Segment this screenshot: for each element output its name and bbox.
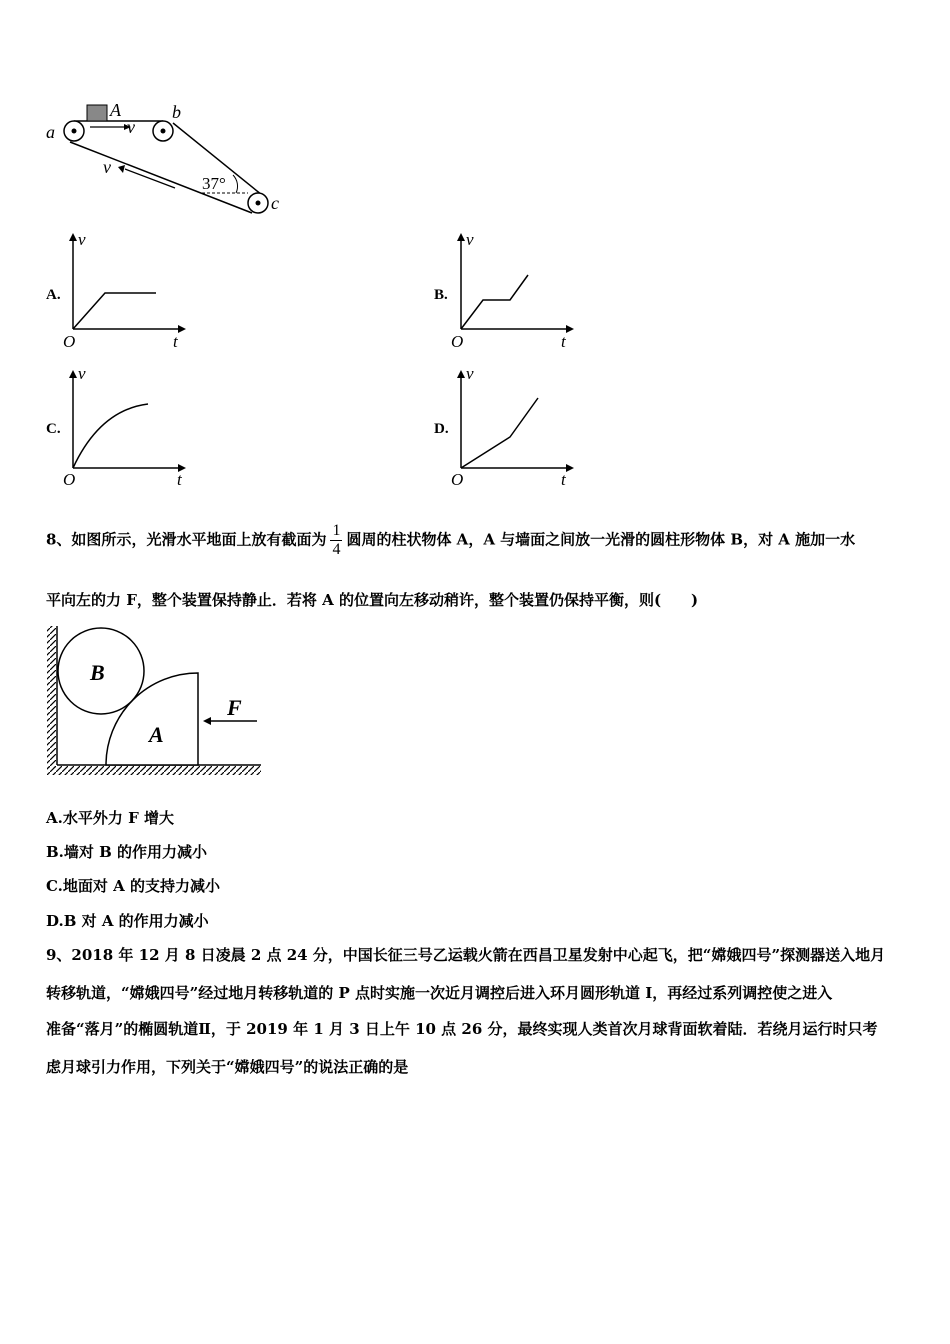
- q9-line-2: 转移轨道，“嫦娥四号”经过地月转移轨道的 P 点时实施一次近月调控后进入环月圆形轨道 I，再经过系列调控使之进入: [46, 984, 833, 1002]
- y-axis-label: v: [466, 230, 474, 249]
- graph-b: [448, 228, 588, 353]
- x-axis-label: t: [173, 332, 178, 351]
- q8-text-post: 圆周的柱状物体 A，A 与墙面之间放一光滑的圆柱形物体 B，对 A 施加一水: [346, 530, 856, 549]
- graph-option-c: C.: [46, 421, 61, 437]
- quarter-fraction: [330, 522, 342, 559]
- label-v-bottom: v: [103, 157, 111, 177]
- q9-line-4: 虑月球引力作用，下列关于“嫦娥四号”的说法正确的是: [46, 1058, 409, 1076]
- label-angle: 37°: [202, 174, 226, 193]
- label-F: F: [227, 695, 242, 720]
- fraction-numerator: 1: [332, 522, 341, 539]
- label-v-top: v: [127, 117, 135, 137]
- q8-option-c: C.地面对 A 的支持力减小: [46, 877, 220, 895]
- y-axis-label: v: [466, 365, 474, 383]
- q8-line-1: [46, 522, 855, 559]
- x-axis-label: t: [561, 470, 566, 489]
- label-block-A: A: [110, 100, 121, 120]
- origin-label: O: [63, 332, 76, 351]
- wall-cylinder-figure: [44, 622, 269, 782]
- label-b: b: [172, 102, 181, 122]
- x-axis-label: t: [177, 470, 182, 489]
- origin-label: O: [451, 470, 464, 489]
- q8-option-a: A.水平外力 F 增大: [46, 809, 174, 827]
- y-axis-label: v: [78, 230, 86, 249]
- conveyor-figure: [40, 95, 300, 220]
- q8-option-d: D.B 对 A 的作用力减小: [46, 912, 209, 930]
- y-axis-label: v: [78, 365, 86, 383]
- q8-option-b: B.墙对 B 的作用力减小: [46, 843, 208, 861]
- label-a: a: [46, 122, 55, 142]
- graph-d: [448, 365, 588, 490]
- graph-option-d: D.: [434, 421, 449, 437]
- origin-label: O: [451, 332, 464, 351]
- x-axis-label: t: [561, 332, 566, 351]
- graph-c: [60, 365, 200, 490]
- label-B: B: [90, 660, 105, 685]
- label-c: c: [271, 193, 279, 213]
- q9-line-1: 9、2018 年 12 月 8 日凌晨 2 点 24 分，中国长征三号乙运载火箭在西昌卫星发射中心起飞，把“嫦娥四号”探测器送入地月: [46, 946, 886, 964]
- q9-line-3: 准备“落月”的椭圆轨道Ⅱ，于 2019 年 1 月 3 日上午 10 点 26 分，最终实现人类首次月球背面软着陆．若绕月运行时只考: [46, 1020, 878, 1038]
- label-A: A: [149, 722, 164, 747]
- origin-label: O: [63, 470, 76, 489]
- fraction-denominator: 4: [332, 541, 341, 558]
- graph-a: [60, 228, 200, 353]
- q8-line-2: 平向左的力 F，整个装置保持静止．若将 A 的位置向左移动稍许，整个装置仍保持平衡，则( ): [46, 591, 699, 609]
- graph-option-a: A.: [46, 287, 61, 303]
- q8-text-pre: 8、如图所示，光滑水平地面上放有截面为: [46, 530, 327, 549]
- graph-option-b: B.: [434, 287, 448, 303]
